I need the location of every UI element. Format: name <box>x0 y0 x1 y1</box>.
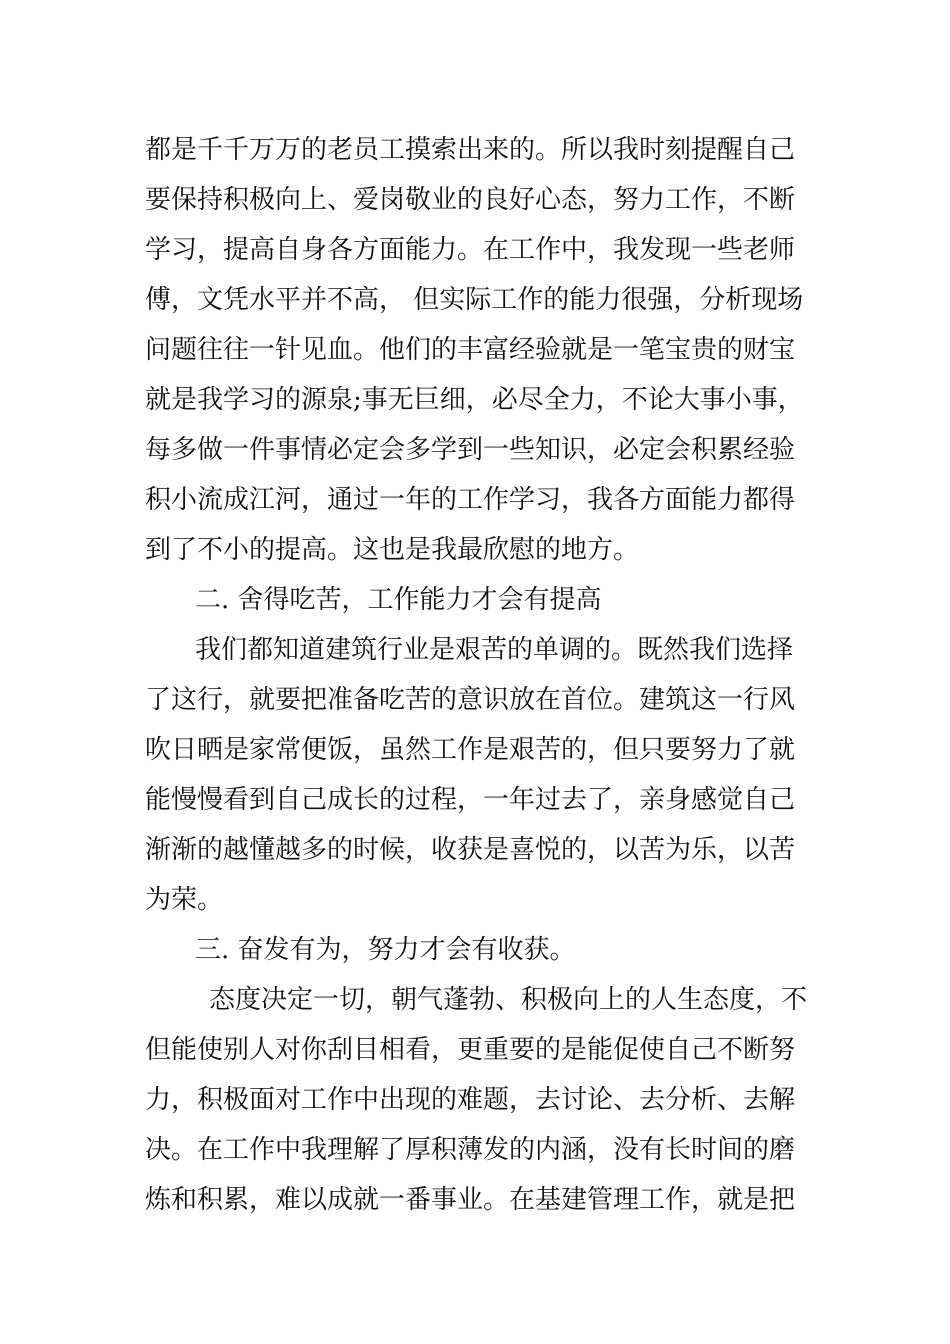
text-line: 都是千千万万的老员工摸索出来的。所以我时刻提醒自己 <box>145 135 796 165</box>
text-line: 炼和积累，难以成就一番事业。在基建管理工作，就是把 <box>145 1185 796 1215</box>
text-line: 问题往往一针见血。他们的丰富经验就是一笔宝贵的财宝 <box>145 335 796 365</box>
text-line: 积小流成江河，通过一年的工作学习，我各方面能力都得 <box>145 485 796 515</box>
text-line: 决。在工作中我理解了厚积薄发的内涵，没有长时间的磨 <box>145 1135 796 1165</box>
text-line: 到了不小的提高。这也是我最欣慰的地方。 <box>145 535 640 565</box>
text-line: 了这行，就要把准备吃苦的意识放在首位。建筑这一行风 <box>145 685 796 715</box>
section-heading: 三. 奋发有为，努力才会有收获。 <box>195 935 576 965</box>
text-line: 但能使别人对你刮目相看，更重要的是能促使自己不断努 <box>145 1035 796 1065</box>
text-line: 我们都知道建筑行业是艰苦的单调的。既然我们选择 <box>195 635 794 665</box>
text-line: 学习，提高自身各方面能力。在工作中，我发现一些老师 <box>145 235 796 265</box>
text-line: 态度决定一切，朝气蓬勃、积极向上的人生态度，不 <box>209 985 808 1015</box>
text-line: 傅，文凭水平并不高， 但实际工作的能力很强，分析现场 <box>145 285 804 315</box>
text-line: 为荣。 <box>145 885 224 915</box>
text-line: 就是我学习的源泉;事无巨细，必尽全力，不论大事小事， <box>145 385 804 415</box>
text-line: 要保持积极向上、爱岗敬业的良好心态，努力工作，不断 <box>145 185 796 215</box>
text-line: 渐渐的越懂越多的时候，收获是喜悦的，以苦为乐，以苦 <box>145 835 796 865</box>
text-line: 能慢慢看到自己成长的过程，一年过去了，亲身感觉自己 <box>145 785 796 815</box>
section-heading: 二. 舍得吃苦，工作能力才会有提高 <box>195 585 602 615</box>
text-line: 力，积极面对工作中出现的难题，去讨论、去分析、去解 <box>145 1085 796 1115</box>
text-line: 吹日晒是家常便饭，虽然工作是艰苦的，但只要努力了就 <box>145 735 796 765</box>
text-line: 每多做一件事情必定会多学到一些知识，必定会积累经验 <box>145 435 796 465</box>
